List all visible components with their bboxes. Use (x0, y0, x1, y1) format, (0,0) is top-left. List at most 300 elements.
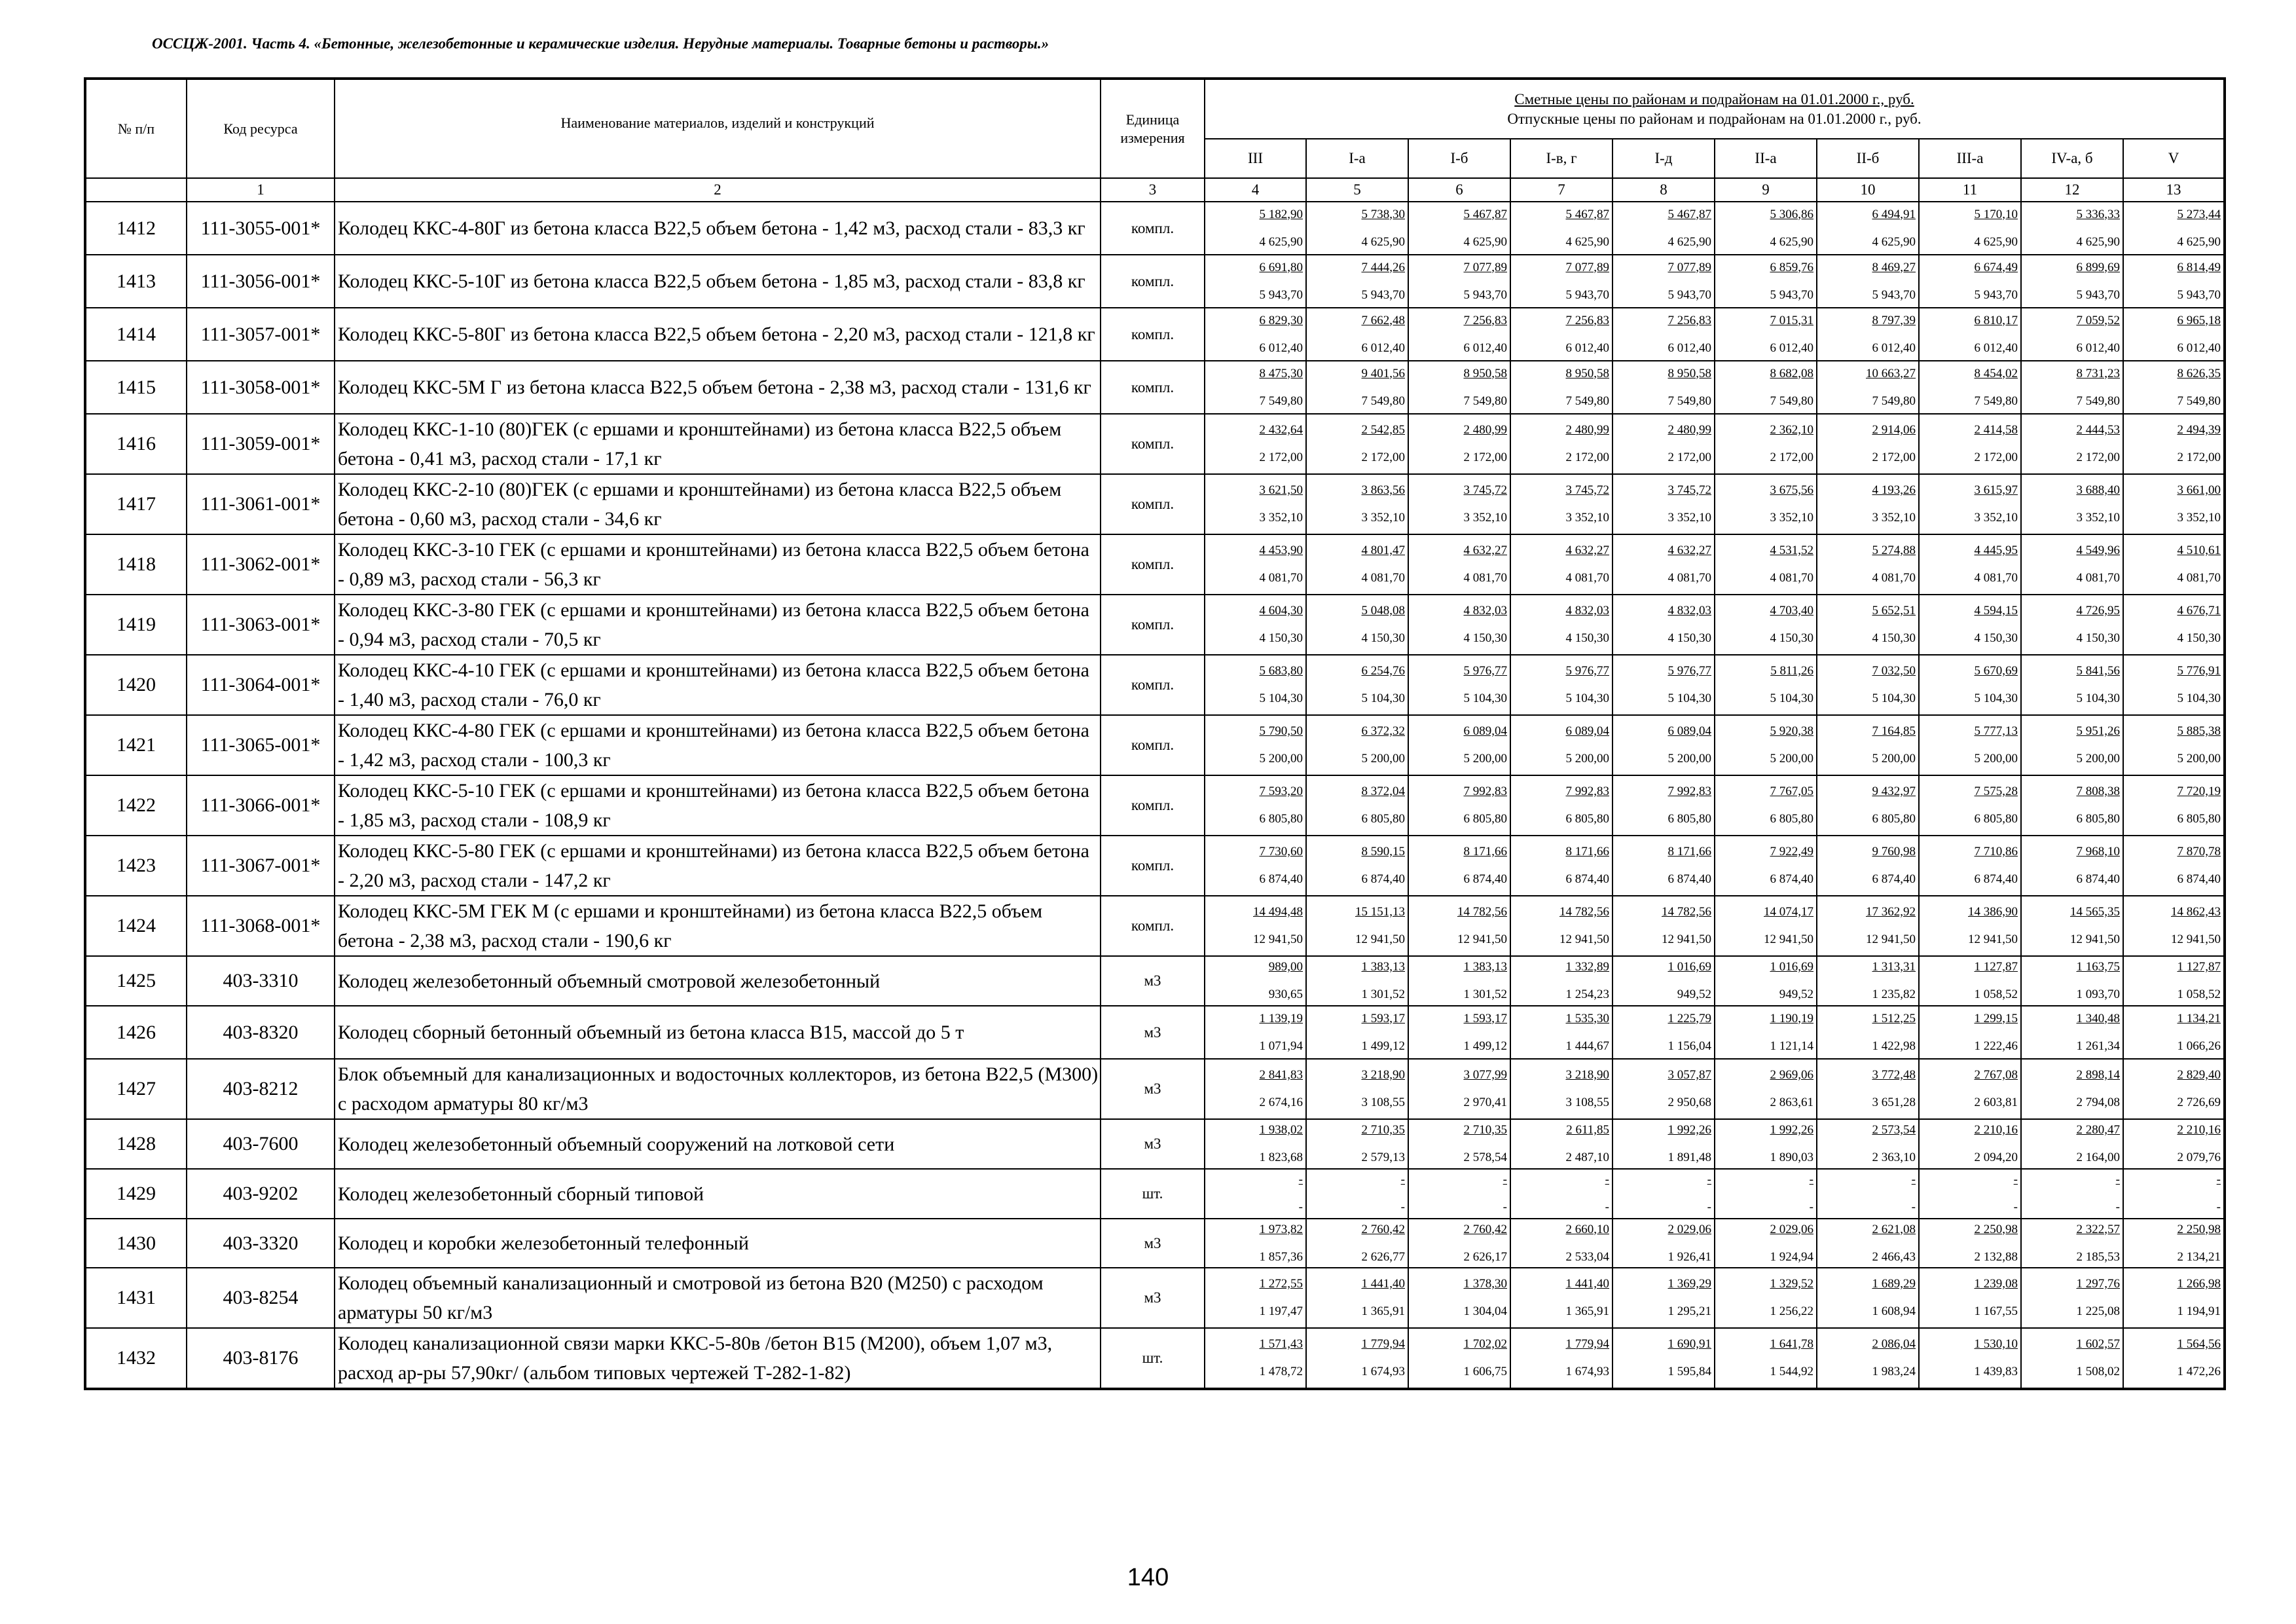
release-price: 4 081,70 (1463, 571, 1507, 585)
release-price: 5 200,00 (1974, 752, 2018, 766)
estimate-price: 5 306,86 (1770, 207, 1813, 221)
region-header: I-б (1408, 139, 1510, 178)
estimate-price: 5 048,08 (1361, 604, 1405, 618)
estimate-price: 1 190,19 (1770, 1011, 1813, 1025)
price-cell (1613, 255, 1715, 308)
price-cell (1613, 474, 1715, 534)
price-cell (1613, 1219, 1715, 1268)
release-price: 4 081,70 (2076, 571, 2120, 585)
estimate-price: 1 992,26 (1770, 1123, 1813, 1137)
estimate-price: 1 535,30 (1565, 1011, 1609, 1025)
release-price: 6 874,40 (2076, 872, 2120, 886)
release-price: 6 874,40 (1361, 872, 1405, 886)
estimate-price: 6 814,49 (2177, 260, 2221, 274)
price-cell (1613, 655, 1715, 715)
release-price: 1 608,94 (1872, 1304, 1916, 1318)
price-cell (1306, 308, 1408, 361)
price-cell (1613, 202, 1715, 255)
release-price: 5 200,00 (1259, 752, 1303, 766)
release-price: 1 544,92 (1770, 1365, 1813, 1378)
estimate-price: 7 767,05 (1770, 784, 1813, 798)
resource-code: 403-9202 (187, 1169, 335, 1219)
estimate-price: 2 480,99 (1667, 423, 1711, 437)
table-row (85, 308, 2225, 361)
estimate-price: 9 760,98 (1872, 845, 1916, 858)
table-row (85, 896, 2225, 956)
price-cell (2021, 1328, 2123, 1389)
price-cell (1408, 715, 1510, 775)
row-number: 1432 (85, 1328, 187, 1389)
price-cell (1817, 1006, 1919, 1059)
release-price: 2 172,00 (1872, 451, 1916, 464)
unit-of-measure: компл. (1101, 474, 1205, 534)
estimate-price: 7 059,52 (2076, 313, 2120, 327)
release-price: 1 983,24 (1872, 1365, 1916, 1378)
release-price: 2 132,88 (1974, 1249, 2018, 1264)
release-price: 6 805,80 (1770, 812, 1813, 826)
header-name: Наименование материалов, изделий и конструкций (335, 79, 1101, 178)
table-row (85, 836, 2225, 896)
release-price: 2 970,41 (1463, 1096, 1507, 1109)
unit-of-measure: компл. (1101, 361, 1205, 414)
row-number: 1418 (85, 534, 187, 595)
resource-code: 403-8176 (187, 1328, 335, 1389)
release-price: 4 625,90 (1463, 234, 1507, 249)
resource-code: 111-3056-001* (187, 255, 335, 308)
material-name: Колодец канализационной связи марки ККС-5-80в /бетон В15 (М200), объем 1,07 м3, расход ар-ры 57,90кг/ (альбом типовых чертежей Т-282-1-82) (335, 1328, 1101, 1389)
estimate-price: 2 029,06 (1770, 1222, 1813, 1236)
price-cell (1715, 655, 1817, 715)
price-cell (1510, 534, 1613, 595)
estimate-price: 1 299,15 (1974, 1011, 2018, 1025)
release-price: 1 478,72 (1259, 1365, 1303, 1378)
price-cell (2123, 361, 2225, 414)
price-cell (1306, 1268, 1408, 1328)
release-price: - (1400, 1200, 1405, 1214)
table-row (85, 414, 2225, 474)
estimate-price: 1 571,43 (1259, 1337, 1303, 1351)
price-cell (1306, 775, 1408, 836)
estimate-price: 5 274,88 (1872, 544, 1916, 557)
release-price: 2 172,00 (1463, 451, 1507, 464)
release-price: 4 150,30 (1974, 631, 2018, 645)
unit-of-measure: шт. (1101, 1169, 1205, 1219)
price-cell (1408, 655, 1510, 715)
price-cell (1613, 896, 1715, 956)
estimate-price: 4 632,27 (1463, 544, 1507, 557)
table-row (85, 1219, 2225, 1268)
unit-of-measure: компл. (1101, 715, 1205, 775)
estimate-price: - (1298, 1173, 1303, 1187)
material-name: Колодец ККС-5-80 ГЕК (с ершами и кронштейнами) из бетона класса В22,5 объем бетона - 2,20 м3, расход стали - 147,2 кг (335, 836, 1101, 896)
unit-of-measure: компл. (1101, 655, 1205, 715)
release-price: 1 222,46 (1974, 1039, 2018, 1053)
estimate-price: 8 171,66 (1667, 845, 1711, 858)
release-price: 2 172,00 (1565, 451, 1609, 464)
estimate-price: 3 772,48 (1872, 1068, 1916, 1082)
estimate-price: 14 074,17 (1764, 905, 1813, 919)
release-price: 5 200,00 (2076, 752, 2120, 766)
price-cell (1408, 1169, 1510, 1219)
price-cell (2123, 715, 2225, 775)
price-cell (1205, 1328, 1306, 1389)
release-price: 5 943,70 (1872, 287, 1916, 302)
estimate-price: 7 256,83 (1463, 313, 1507, 327)
price-cell (1306, 836, 1408, 896)
price-cell (2021, 1219, 2123, 1268)
release-price: 4 081,70 (1770, 571, 1813, 585)
price-cell (1817, 655, 1919, 715)
price-cell (1817, 1119, 1919, 1169)
release-price: 4 081,70 (1361, 571, 1405, 585)
estimate-price: 3 218,90 (1565, 1068, 1609, 1082)
price-cell (1817, 715, 1919, 775)
release-price: 6 874,40 (1974, 872, 2018, 886)
release-price: 12 941,50 (1662, 932, 1711, 946)
release-price: 1 595,84 (1667, 1365, 1711, 1378)
release-price: 5 104,30 (1259, 692, 1303, 705)
price-cell (1919, 361, 2021, 414)
price-cell (2021, 1059, 2123, 1119)
estimate-price: 6 494,91 (1872, 207, 1916, 221)
price-cell (2021, 474, 2123, 534)
estimate-price: 14 782,56 (1662, 905, 1711, 919)
price-cell (1817, 1059, 1919, 1119)
release-price: 1 301,52 (1361, 987, 1405, 1001)
table-row (85, 1059, 2225, 1119)
estimate-price: 1 383,13 (1463, 960, 1507, 974)
estimate-price: - (1400, 1173, 1405, 1187)
price-cell (1205, 1006, 1306, 1059)
page-number: 140 (1127, 1564, 1169, 1591)
release-price: 5 200,00 (1361, 752, 1405, 766)
price-cell (1205, 1059, 1306, 1119)
release-price: 3 108,55 (1565, 1096, 1609, 1109)
release-price: 2 533,04 (1565, 1249, 1609, 1264)
column-number: 2 (335, 178, 1101, 202)
release-price: 5 943,70 (2076, 287, 2120, 302)
release-price: 5 943,70 (1361, 287, 1405, 302)
release-price: 6 805,80 (1463, 812, 1507, 826)
price-cell (2021, 655, 2123, 715)
price-cell (2021, 308, 2123, 361)
release-price: 5 200,00 (1565, 752, 1609, 766)
price-cell (1715, 474, 1817, 534)
price-cell (1817, 1219, 1919, 1268)
row-number: 1423 (85, 836, 187, 896)
price-cell (1205, 1169, 1306, 1219)
estimate-price: 3 621,50 (1259, 483, 1303, 497)
row-number: 1428 (85, 1119, 187, 1169)
price-cell (1510, 836, 1613, 896)
release-price: 2 172,00 (1259, 451, 1303, 464)
release-price: - (1503, 1200, 1507, 1214)
estimate-price: 1 313,31 (1872, 960, 1916, 974)
column-number: 8 (1613, 178, 1715, 202)
price-cell (2123, 956, 2225, 1006)
header-num: № п/п (85, 79, 187, 178)
release-price: 1 256,22 (1770, 1304, 1813, 1318)
estimate-price: 1 340,48 (2076, 1011, 2120, 1025)
estimate-price: 1 134,21 (2177, 1011, 2221, 1025)
estimate-price: 6 829,30 (1259, 313, 1303, 327)
column-number: 3 (1101, 178, 1205, 202)
resource-code: 403-8320 (187, 1006, 335, 1059)
price-cell (1715, 202, 1817, 255)
release-price: 4 625,90 (1872, 234, 1916, 249)
price-cell (1715, 414, 1817, 474)
estimate-price: 2 210,16 (2177, 1123, 2221, 1137)
resource-code: 111-3055-001* (187, 202, 335, 255)
resource-code: 111-3061-001* (187, 474, 335, 534)
price-cell (1408, 1268, 1510, 1328)
estimate-price: - (2115, 1173, 2120, 1187)
release-price: 5 104,30 (2177, 692, 2221, 705)
price-cell (1919, 414, 2021, 474)
estimate-price: 5 841,56 (2076, 664, 2120, 678)
material-name: Колодец железобетонный объемный смотровой железобетонный (335, 956, 1101, 1006)
release-price: 4 625,90 (1770, 234, 1813, 249)
unit-of-measure: м3 (1101, 956, 1205, 1006)
estimate-price: 3 745,72 (1667, 483, 1711, 497)
release-price: 1 295,21 (1667, 1304, 1711, 1318)
price-cell (1715, 1059, 1817, 1119)
price-cell (2123, 1119, 2225, 1169)
price-table (84, 77, 2226, 1390)
estimate-price: 8 171,66 (1463, 845, 1507, 858)
estimate-price: 5 182,90 (1259, 207, 1303, 221)
unit-of-measure: м3 (1101, 1268, 1205, 1328)
price-cell (1306, 361, 1408, 414)
estimate-price: 4 832,03 (1667, 604, 1711, 618)
row-number: 1419 (85, 595, 187, 655)
release-price: 1 823,68 (1259, 1151, 1303, 1164)
estimate-price: 2 767,08 (1974, 1068, 2018, 1082)
header-prices (1205, 79, 2225, 139)
price-cell (2123, 1059, 2225, 1119)
estimate-price: 8 469,27 (1872, 260, 1916, 274)
estimate-price: - (1707, 1173, 1711, 1187)
estimate-price: 2 898,14 (2076, 1068, 2120, 1082)
price-cell (1715, 1328, 1817, 1389)
price-cell (1205, 595, 1306, 655)
release-price: 1 857,36 (1259, 1249, 1303, 1264)
estimate-price: 5 683,80 (1259, 664, 1303, 678)
estimate-price: 5 467,87 (1463, 207, 1507, 221)
price-cell (1408, 896, 1510, 956)
price-cell (1715, 956, 1817, 1006)
estimate-price: 8 797,39 (1872, 313, 1916, 327)
price-cell (1817, 534, 1919, 595)
row-number: 1422 (85, 775, 187, 836)
release-price: 2 487,10 (1565, 1151, 1609, 1164)
price-cell (1715, 361, 1817, 414)
price-cell (2021, 1169, 2123, 1219)
price-cell (1817, 361, 1919, 414)
estimate-price: 8 372,04 (1361, 784, 1405, 798)
estimate-price: 2 710,35 (1361, 1123, 1405, 1137)
estimate-price: 8 590,15 (1361, 845, 1405, 858)
estimate-price: - (1503, 1173, 1507, 1187)
release-price: 4 081,70 (2177, 571, 2221, 585)
price-cell (1715, 1169, 1817, 1219)
release-price: 5 943,70 (1259, 287, 1303, 302)
price-cell (1613, 1006, 1715, 1059)
release-price: 2 079,76 (2177, 1151, 2221, 1164)
estimate-price: 7 256,83 (1667, 313, 1711, 327)
unit-of-measure: компл. (1101, 255, 1205, 308)
release-price: 4 625,90 (1361, 234, 1405, 249)
release-price: 2 172,00 (2076, 451, 2120, 464)
estimate-price: 4 531,52 (1770, 544, 1813, 557)
release-price: 1 225,08 (2076, 1304, 2120, 1318)
estimate-price: 7 077,89 (1565, 260, 1609, 274)
release-price: 4 150,30 (1872, 631, 1916, 645)
release-price: 1 301,52 (1463, 987, 1507, 1001)
release-price: 5 104,30 (1872, 692, 1916, 705)
release-price: 6 012,40 (1872, 341, 1916, 355)
estimate-price: 1 329,52 (1770, 1277, 1813, 1291)
resource-code: 111-3057-001* (187, 308, 335, 361)
estimate-price: 2 760,42 (1361, 1222, 1405, 1236)
estimate-price: 2 210,16 (1974, 1123, 2018, 1137)
price-cell (1715, 896, 1817, 956)
resource-code: 403-8254 (187, 1268, 335, 1328)
estimate-price: 7 077,89 (1463, 260, 1507, 274)
release-price: 12 941,50 (1968, 932, 2018, 946)
material-name: Колодец ККС-5-80Г из бетона класса В22,5 объем бетона - 2,20 м3, расход стали - 121,8 кг (335, 308, 1101, 361)
price-cell (1510, 1119, 1613, 1169)
estimate-price: 4 594,15 (1974, 604, 2018, 618)
row-number: 1412 (85, 202, 187, 255)
release-price: 2 863,61 (1770, 1096, 1813, 1109)
price-cell (1613, 956, 1715, 1006)
estimate-price: 15 151,13 (1355, 905, 1405, 919)
row-number: 1417 (85, 474, 187, 534)
release-price: - (2115, 1200, 2120, 1214)
release-price: 6 805,80 (2177, 812, 2221, 826)
estimate-price: 1 593,17 (1361, 1011, 1405, 1025)
price-cell (1306, 1119, 1408, 1169)
estimate-price: 2 829,40 (2177, 1068, 2221, 1082)
estimate-price: 14 782,56 (1559, 905, 1609, 919)
estimate-price: 2 322,57 (2076, 1222, 2120, 1236)
estimate-price: 2 969,06 (1770, 1068, 1813, 1082)
release-price: 4 625,90 (1974, 234, 2018, 249)
release-price: 12 941,50 (1253, 932, 1303, 946)
row-number: 1413 (85, 255, 187, 308)
release-price: 3 108,55 (1361, 1096, 1405, 1109)
unit-of-measure: м3 (1101, 1006, 1205, 1059)
document-header: ОССЦЖ-2001. Часть 4. «Бетонные, железобетонные и керамические изделия. Нерудные материалы. Товарные бетоны и растворы.» (152, 35, 1049, 52)
estimate-price: 7 710,86 (1974, 845, 2018, 858)
estimate-price: 1 689,29 (1872, 1277, 1916, 1291)
price-cell (1408, 956, 1510, 1006)
price-cell (2123, 202, 2225, 255)
release-price: 5 104,30 (2076, 692, 2120, 705)
release-price: 7 549,80 (1974, 394, 2018, 408)
resource-code: 403-8212 (187, 1059, 335, 1119)
estimate-price: 8 626,35 (2177, 366, 2221, 380)
price-cell (2123, 595, 2225, 655)
table-row (85, 715, 2225, 775)
estimate-price: 8 950,58 (1667, 366, 1711, 380)
release-price: 1 156,04 (1667, 1039, 1711, 1053)
release-price: 1 167,55 (1974, 1304, 2018, 1318)
column-number-row (85, 178, 2225, 202)
estimate-price: 5 273,44 (2177, 207, 2221, 221)
column-number: 4 (1205, 178, 1306, 202)
price-cell (1919, 1006, 2021, 1059)
price-cell (1205, 361, 1306, 414)
release-price: 2 172,00 (2177, 451, 2221, 464)
table-row (85, 1006, 2225, 1059)
release-price: 4 625,90 (1667, 234, 1711, 249)
estimate-price: 5 738,30 (1361, 207, 1405, 221)
unit-of-measure: компл. (1101, 595, 1205, 655)
release-price: 5 200,00 (1463, 752, 1507, 766)
release-price: 1 472,26 (2177, 1365, 2221, 1378)
release-price: 6 012,40 (1770, 341, 1813, 355)
price-cell (1613, 1268, 1715, 1328)
estimate-price: 3 218,90 (1361, 1068, 1405, 1082)
price-cell (1715, 595, 1817, 655)
release-price: - (1707, 1200, 1711, 1214)
price-cell (1919, 655, 2021, 715)
price-cell (1306, 715, 1408, 775)
price-cell (2021, 956, 2123, 1006)
release-price: 4 150,30 (1770, 631, 1813, 645)
release-price: 1 304,04 (1463, 1304, 1507, 1318)
estimate-price: 5 951,26 (2076, 724, 2120, 738)
price-cell (1817, 308, 1919, 361)
price-cell (1715, 255, 1817, 308)
estimate-price: 7 870,78 (2177, 845, 2221, 858)
release-price: 1 924,94 (1770, 1249, 1813, 1264)
release-price: 930,65 (1268, 987, 1303, 1001)
price-cell (1408, 1119, 1510, 1169)
release-price: 2 726,69 (2177, 1096, 2221, 1109)
release-price: 7 549,80 (1361, 394, 1405, 408)
price-cell (1613, 1328, 1715, 1389)
release-price: 2 578,54 (1463, 1151, 1507, 1164)
release-price: 7 549,80 (1259, 394, 1303, 408)
estimate-price: 2 760,42 (1463, 1222, 1507, 1236)
price-cell (1817, 1169, 1919, 1219)
release-price: 3 352,10 (1565, 511, 1609, 525)
price-cell (1715, 1268, 1817, 1328)
estimate-price: 1 369,29 (1667, 1277, 1711, 1291)
price-cell (1510, 474, 1613, 534)
release-price: 7 549,80 (1872, 394, 1916, 408)
price-cell (1205, 655, 1306, 715)
release-price: 1 508,02 (2076, 1365, 2120, 1378)
row-number: 1426 (85, 1006, 187, 1059)
row-number: 1425 (85, 956, 187, 1006)
estimate-price: 7 575,28 (1974, 784, 2018, 798)
price-cell (2123, 414, 2225, 474)
estimate-price: 8 171,66 (1565, 845, 1609, 858)
estimate-price: 4 832,03 (1565, 604, 1609, 618)
estimate-price: 6 089,04 (1463, 724, 1507, 738)
resource-code: 111-3067-001* (187, 836, 335, 896)
release-price: 2 626,17 (1463, 1249, 1507, 1264)
release-price: 1 066,26 (2177, 1039, 2221, 1053)
release-price: 3 352,10 (1667, 511, 1711, 525)
header-prices-release: Отпускные цены по районам и подрайонам на 01.01.2000 г., руб. (1507, 110, 1922, 127)
release-price: 5 943,70 (1565, 287, 1609, 302)
price-cell (1919, 1059, 2021, 1119)
